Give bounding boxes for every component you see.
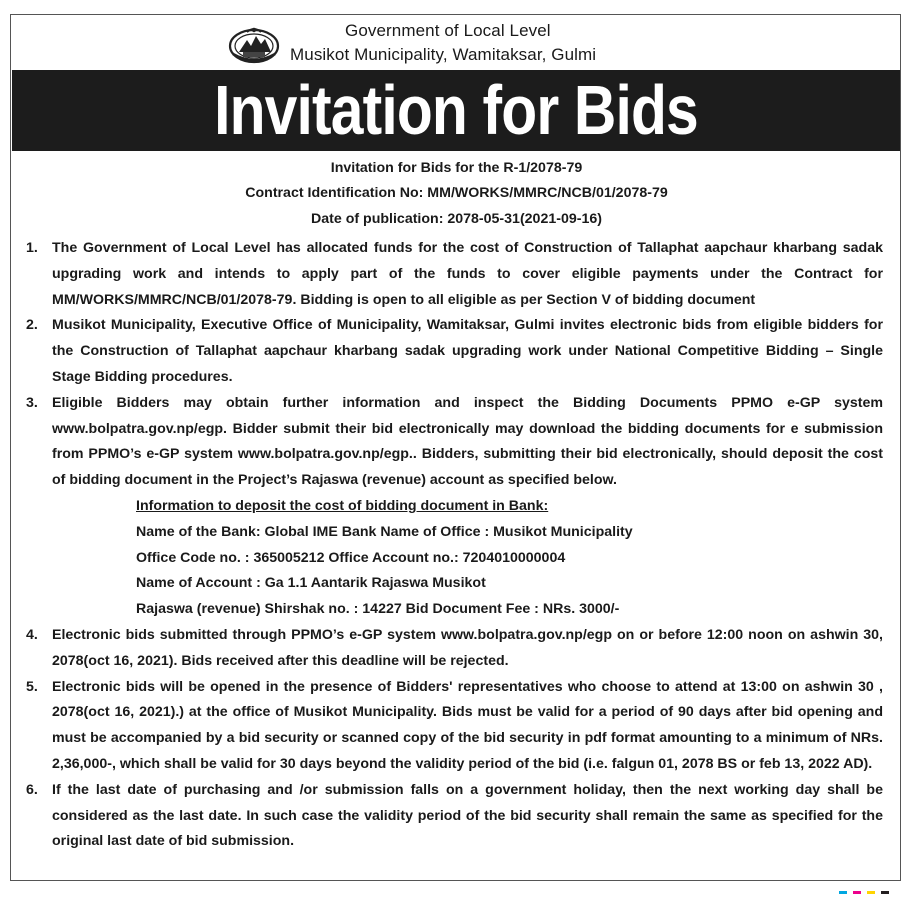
- revenue-fee-line: Rajaswa (revenue) Shirshak no. : 14227 Bid Document Fee : NRs. 3000/-: [136, 601, 620, 618]
- account-name-line: Name of Account : Ga 1.1 Aantarik Rajaswa Musikot: [136, 575, 486, 592]
- item-number: 1.: [26, 240, 38, 256]
- registration-swatch: [881, 891, 889, 894]
- nepal-emblem-icon: [227, 24, 281, 64]
- item-text: Musikot Municipality, Executive Office of Municipality, Wamitaksar, Gulmi invites electronic bids from eligible bidders for the Construction of Tallaphat aapchaur kharbang sadak upgrading work under National Competitive Bidding – Single Stage Bidding procedures.: [52, 317, 883, 385]
- subheading-ifb: Invitation for Bids for the R-1/2078-79: [330, 160, 583, 176]
- item-text: Eligible Bidders may obtain further information and inspect the Bidding Documents PPMO e-GP system www.bolpatra.gov.np/egp. Bidder submit their bid electronically may download the bidding documents for e submission from PPMO’s e-GP system www.bolpatra.gov.np/egp.. Bidders, submitting their bid electronically, should deposit the cost of bidding document in the Project’s Rajaswa (revenue) account as specified below.: [52, 394, 883, 489]
- header-municipality-line: Musikot Municipality, Wamitaksar, Gulmi: [290, 45, 597, 64]
- bank-name-line: Name of the Bank: Global IME Bank Name of Office : Musikot Municipality: [136, 523, 633, 540]
- registration-swatch: [839, 891, 847, 894]
- subheading-contract-id: Contract Identification No: MM/WORKS/MMRC/NCB/01/2078-79: [245, 185, 668, 201]
- item-text: Electronic bids submitted through PPMO’s e-GP system www.bolpatra.gov.np/egp on or before 12:00 noon on ashwin 30, 2078(oct 16, 2021). Bids received after this deadline will be rejected.: [52, 626, 883, 669]
- list-item: [26, 391, 883, 494]
- registration-swatch: [853, 891, 861, 894]
- bank-info-heading: Information to deposit the cost of bidding document in Bank:: [136, 497, 549, 514]
- item-text: The Government of Local Level has allocated funds for the cost of Construction of Tallaphat aapchaur kharbang sadak upgrading work and intends to apply part of the funds to cover eligible payments under the Contract for MM/WORKS/MMRC/NCB/01/2078-79. Bidding is open to all eligible as per Section V of bidding document: [52, 240, 883, 308]
- item-number: 4.: [26, 626, 38, 643]
- list-item: [26, 675, 883, 778]
- subheading-publication-date: Date of publication: 2078-05-31(2021-09-16): [311, 211, 602, 227]
- bank-info-block: [26, 494, 883, 623]
- item-number: 3.: [26, 394, 38, 411]
- item-number: 5.: [26, 678, 38, 695]
- item-text: If the last date of purchasing and /or submission falls on a government holiday, then the next working day shall be considered as the last date. In such case the validity period of the bid security shall remain the same as specified for the original last date of bid submission.: [52, 781, 883, 850]
- item-number: 6.: [26, 781, 38, 798]
- list-item: [26, 623, 883, 675]
- title-banner: [12, 70, 900, 151]
- list-item: [26, 313, 883, 390]
- registration-swatch: [867, 891, 875, 894]
- list-item: [26, 236, 883, 313]
- header-government-line: Government of Local Level: [345, 21, 551, 40]
- notice-header: [0, 0, 913, 70]
- print-registration-marks: [839, 891, 889, 894]
- page-title: Invitation for Bids: [214, 71, 698, 149]
- notice-items: [26, 236, 883, 855]
- office-code-line: Office Code no. : 365005212 Office Account no.: 7204010000004: [136, 549, 566, 566]
- item-text: Electronic bids will be opened in the presence of Bidders' representatives who choose to attend at 13:00 on ashwin 30 , 2078(oct 16, 2021).) at the office of Musikot Municipality. Bids must be valid for a period of 90 days after bid opening and must be accompanied by a bid security or scanned copy of the bid security in pdf format amounting to a minimum of NRs. 2,36,000-, which shall be valid for 30 days beyond the validity period of the bid (i.e. falgun 01, 2078 BS or feb 13, 2022 AD).: [52, 678, 883, 772]
- list-item: [26, 778, 883, 855]
- item-number: 2.: [26, 317, 38, 334]
